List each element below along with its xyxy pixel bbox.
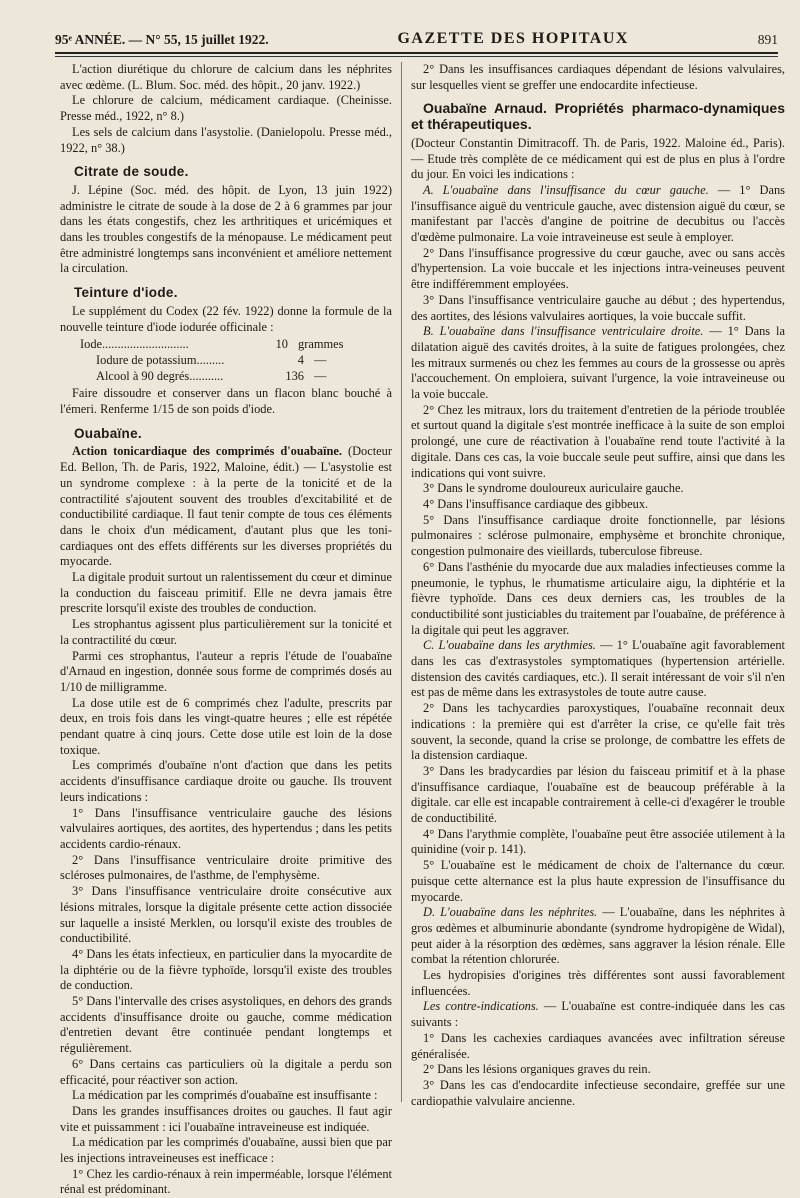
paragraph: Parmi ces strophantus, l'auteur a repris l'étude de l'ouabaïne d'Arnaud en ingestion, donnée sous forme de comprimés dosés au 1/10 de milligramme.: [60, 648, 392, 694]
paragraph: Le supplément du Codex (22 fév. 1922) donne la formule de la nouvelle teinture d'iode iodurée officinale :: [60, 303, 392, 334]
paragraph: 3° Dans l'insuffisance ventriculaire droite consécutive aux lésions mitrales, lorsque la digitale présente cette action dissociée sur laquelle a insisté Merklen, ou lorsqu'il existe des troubles de conductibilité.: [60, 884, 392, 946]
formula-quantity: 4: [297, 352, 304, 367]
paragraph: 2° Dans l'insuffisance progressive du cœur gauche, avec ou sans accès d'hypertension. La voie buccale et les injections intra-veineuses peuvent être indifféremment employées.: [411, 245, 785, 292]
paragraph: La dose utile est de 6 comprimés chez l'adulte, prescrits par deux, en trois fois dans les vingt-quatre heures ; elle est répétée pendant quatre à cinq jours. Cette dose utile est loin de la dose toxique.: [60, 695, 392, 757]
paragraph: Les hydropisies d'origines très différentes sont aussi favorablement influencées.: [411, 968, 785, 998]
paragraph: 1° Chez les cardio-rénaux à rein imperméable, lorsque l'élément rénal est prédominant.: [60, 1166, 392, 1197]
section-heading-citrate: Citrate de soude.: [74, 164, 189, 180]
paragraph: 2° Dans les lésions organiques graves du rein.: [423, 1062, 651, 1077]
formula-ingredient: Alcool à 90 degrés...........: [96, 368, 224, 383]
paragraph: 5° Dans l'intervalle des crises asystoliques, en dehors des grands accidents d'insuffisance droite ou gauche, comme médication d'entretien devant être continuée pendant longtemps et régulièrement.: [60, 994, 392, 1056]
section-heading-arnaud: Ouabaïne Arnaud. Propriétés pharmaco-dynamiques et thérapeutiques.: [411, 100, 785, 133]
formula-row: [60, 369, 392, 385]
paragraph: Les strophantus agissent plus particulièrement sur la tonicité et la contractilité du cœur.: [60, 617, 392, 647]
paragraph: 2° Dans les insuffisances cardiaques dépendant de lésions valvulaires, sur lesquelles vient se greffer une endocardite infectieuse.: [411, 62, 785, 92]
formula-ingredient: Iodure de potassium.........: [96, 352, 225, 367]
paragraph: Le chlorure de calcium, médicament cardiaque. (Cheinisse. Presse méd., 1922, n° 8.): [60, 93, 392, 124]
paragraph: La digitale produit surtout un ralentissement du cœur et diminue la conduction du faisceau primitif. Elle ne devra jamais être prescrite lorsqu'il existe des troubles de conduction.: [60, 570, 392, 616]
article-intro: (Docteur Ed. Bellon, Th. de Paris, 1922, Maloine, édit.) — L'asystolie est un syndrome complexe : à la perte de la tonicité et de la contractilité s'ajoutent souvent des troubles d'excitabilité et de conductibilité cardiaque. Il faut tenir compte de tous ces éléments dans le choix d'un médicament, d'autant plus que les toni-cardiaques ont des effets différents sur les diverses propriétés du myocarde.: [60, 444, 392, 569]
paragraph: [411, 183, 785, 246]
paragraph: J. Lépine (Soc. méd. des hôpit. de Lyon, 13 juin 1922) administre le citrate de soude à la dose de 2 à 6 grammes par jour dans les états congestifs, chez les arthritiques et uricémiques et dans les troubles congestifs de la ménopause. Le médicament peut être administré longtemps sans inconvénient et améliore nettement la circulation.: [60, 182, 392, 276]
section-heading-ouabaine: Ouabaïne.: [74, 425, 142, 441]
page-number: 891: [757, 32, 778, 47]
formula-table: [60, 337, 392, 384]
paragraph: Faire dissoudre et conserver dans un flacon blanc bouché à l'émeri. Renferme 1/15 de son poids d'iode.: [60, 386, 392, 417]
header-rule-thick: [55, 52, 778, 54]
paragraph: 5° L'ouabaïne est le médicament de choix de l'alternance du cœur. puisque cette alternance est la plus haute expression de l'insuffisance du myocarde.: [411, 858, 785, 904]
left-column: [60, 62, 392, 1197]
formula-unit: grammes: [298, 337, 344, 352]
paragraph: 6° Dans certains cas particuliers où la digitale a perdu son efficacité, pour réactiver son action.: [60, 1056, 392, 1087]
paragraph: 2° Dans les tachycardies paroxystiques, l'ouabaïne reconnait deux indications : la première qui est d'arrêter la crise, ce qu'elle fait très souvent, la seconde, quand la crise se prolonge, de combattre les effets de la distension cardiaque.: [411, 701, 785, 763]
column-divider: [401, 62, 402, 1102]
subsection-title: Les contre-indications.: [423, 999, 539, 1014]
paragraph: La médication par les comprimés d'ouabaïne, aussi bien que par les injections intraveineuses est inefficace :: [60, 1135, 392, 1166]
subsection-text: — L'ouabaïne, dans les néphrites à gros œdèmes et albuminurie abondante (syndrome hydropigène de Widal), peut aider à la résorption des œdèmes, sans aggraver la lésion rénale. Elle combat la rétention chlorurée.: [411, 905, 785, 967]
paragraph: 1° Dans l'insuffisance ventriculaire gauche des lésions valvulaires aortiques, des aortites, des hypertendus ; dans les petits accidents cardio-rénaux.: [60, 805, 392, 851]
paragraph: 3° Dans les bradycardies par lésion du faisceau primitif et à la phase d'insuffisance cardiaque, l'ouabaïne est de beaucoup préférable à la digitale. car elle est incapable contrairement à celle-ci d'exagérer le trouble de conductibilité.: [411, 763, 785, 826]
right-column: [411, 62, 785, 1112]
subsection-text: — L'ouabaïne est contre-indiquée dans les cas suivants :: [411, 999, 786, 1030]
paragraph: La médication par les comprimés d'ouabaïne est insuffisante :: [72, 1088, 378, 1103]
paragraph: 2° Dans l'insuffisance ventriculaire droite primitive des scléroses pulmonaires, de l'asthme, de l'emphysème.: [60, 852, 392, 883]
paragraph: [411, 324, 785, 403]
subsection-text: — 1° L'ouabaïne agit favorablement dans les cas d'extrasystoles symptomatiques (hypertension artérielle. distension des cavités cardiaques, etc.). Il serait intéressant de voir s'il n'en est pas de même dans les extrasystoles de toute autre cause.: [411, 638, 786, 700]
section-heading-iode: Teinture d'iode.: [74, 285, 178, 301]
paragraph: 3° Dans les cas d'endocardite infectieuse secondaire, greffée sur une cardiopathie valvulaire ancienne.: [411, 1078, 785, 1108]
subsection-title: B. L'ouabaïne dans l'insuffisance ventriculaire droite.: [423, 324, 704, 339]
paragraph: [60, 444, 392, 570]
subsection-title: A. L'ouabaïne dans l'insuffisance du cœur gauche.: [423, 182, 709, 197]
formula-row: [60, 353, 392, 369]
journal-title: GAZETTE DES HOPITAUX: [397, 30, 629, 47]
paragraph: 5° Dans l'insuffisance cardiaque droite fonctionnelle, par lésions pulmonaires : sclérose pulmonaire, emphysème et bronchite chronique, congestion pulmonaire des vieillards, tuberculose fibreuse.: [411, 512, 785, 559]
paragraph: [411, 905, 785, 968]
subsection-title: D. L'ouabaïne dans les néphrites.: [423, 905, 598, 920]
formula-row: [60, 337, 392, 353]
formula-quantity: 10: [275, 337, 288, 352]
paragraph: (Docteur Constantin Dimitracoff. Th. de Paris, 1922. Maloine éd., Paris). — Etude très complète de ce médicament qui est de plus en plus à l'ordre du jour. En voici les indications :: [411, 135, 785, 182]
paragraph: 1° Dans les cachexies cardiaques avancées avec infiltration séreuse généralisée.: [411, 1030, 785, 1061]
paragraph: 6° Dans l'asthénie du myocarde due aux maladies infectieuses comme la pneumonie, le typhus, le rhumatisme articulaire aigu, la diphtérie et la fièvre typhoïde. Dans ces deux derniers cas, les troubles de la conductibilité sont justiciables du traitement par l'ouabaïne, de préférence à la digitale qui peut les aggraver.: [411, 559, 785, 637]
paragraph: Dans les grandes insuffisances droites ou gauches. Il faut agir vite et puissamment : ici l'ouabaïne intraveineuse est indiquée.: [60, 1103, 392, 1134]
article-title: Action tonicardiaque des comprimés d'ouabaïne.: [72, 444, 342, 459]
paragraph: 3° Dans le syndrome douloureux auriculaire gauche.: [423, 481, 684, 496]
formula-quantity: 136: [285, 368, 304, 383]
paragraph: 2° Chez les mitraux, lors du traitement d'entretien de la période troublée et surtout quand la digitale s'est montrée inefficace à la suite de son emploi prolongé, une cure de réactivation à l'ouabaïne rend toute l'activité à la digitale. Dans ces cas, la voie buccale seule peut suffire, ainsi que dans les indications qui vont suivre.: [411, 402, 785, 480]
formula-unit: —: [314, 352, 327, 367]
subsection-text: — 1° Dans la dilatation aiguë des cavités droites, à la suite de fatigues prolongées, chez les mitraux surmenés ou chez les femmes au cours de la grossesse ou après l'accouchement. On emploiera, suivant l'urgence, la voie intraveineuse ou la voie buccale.: [411, 324, 785, 402]
issue-info: 95ᵉ ANNÉE. — N° 55, 15 juillet 1922.: [55, 32, 269, 47]
header-rule-thin: [55, 56, 778, 57]
paragraph: L'action diurétique du chlorure de calcium dans les néphrites avec œdème. (L. Blum. Soc. méd. des hôpit., 20 janv. 1922.): [60, 62, 392, 92]
paragraph: 4° Dans l'arythmie complète, l'ouabaïne peut être associée utilement à la quinidine (voir p. 141).: [411, 826, 785, 857]
formula-unit: —: [314, 368, 327, 383]
page-header: [55, 22, 778, 48]
paragraph: 3° Dans l'insuffisance ventriculaire gauche au début ; des hypertendus, des aortites, des lésions valvulaires aortiques, la voie buccale suffit.: [411, 292, 785, 323]
paragraph: 4° Dans les états infectieux, en particulier dans la myocardite de la diphtérie ou de la fièvre typhoïde, lorsqu'il existe des troubles de conduction.: [60, 946, 392, 993]
formula-ingredient: Iode............................: [80, 337, 189, 352]
paragraph: Les sels de calcium dans l'asystolie. (Danielopolu. Presse méd., 1922, n° 38.): [60, 124, 392, 155]
subsection-text: — 1° Dans l'insuffisance aiguë du ventricule gauche, avec distension aiguë du cœur, se manifestant par l'accès d'angine de poitrine de decubitus ou l'accès d'œdème pulmonaire. La voie intraveineuse est seule à employer.: [411, 182, 786, 245]
paragraph: [411, 638, 785, 701]
paragraph: [411, 999, 785, 1030]
paragraph: Les comprimés d'oubaïne n'ont d'action que dans les petits accidents d'insuffisance cardiaque droite ou gauche. Ils trouvent leurs indications :: [60, 758, 392, 804]
subsection-title: C. L'ouabaïne dans les arythmies.: [423, 638, 596, 653]
paragraph: 4° Dans l'insuffisance cardiaque des gibbeux.: [423, 496, 649, 511]
